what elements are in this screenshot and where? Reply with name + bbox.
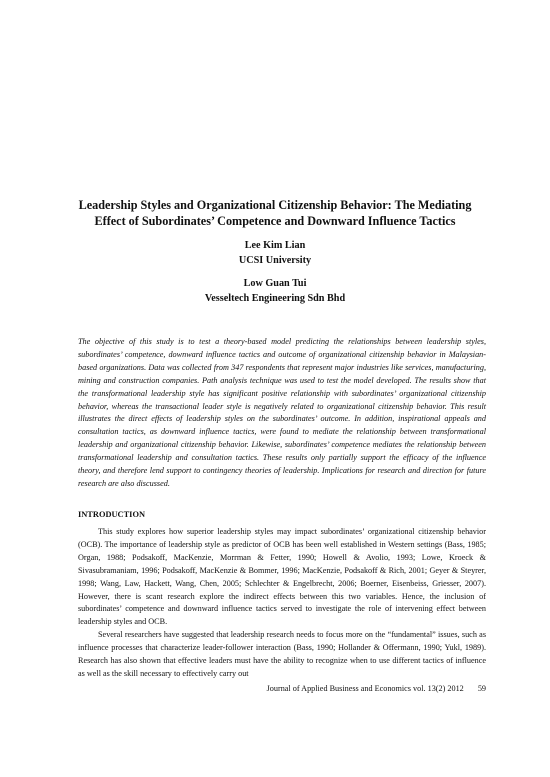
paragraph: This study explores how superior leadership styles may impact subordinates’ organizational citizenship behavior (OCB). The importance of leadership style as predictor of OCB has been well established in Western settings (Bass, 1985; Organ, 1988; Podsakoff, MacKenzie, Morrman & Fetter, 1990; Howell & Avolio, 1993; Lowe, Kroeck & Sivasubramaniam, 1996; Podsakoff, MacKenzie & Bommer, 1996; MacKenzie, Podsakoff & Rich, 2001; Geyer & Steyrer, 1998; Wang, Law, Hackett, Wang, Chen, 2005; Schlechter & Engelbrecht, 2006; Boerner, Eisenbeiss, Griesser, 2007). However, there is scant research explore the indirect effects between this two variables. Hence, the inclusion of subordinates’ competence and downward influence tactics served to investigate the role of intervening effect between leadership styles and OCB. [78, 527, 486, 627]
page-footer [216, 683, 486, 694]
introduction-body [78, 526, 486, 681]
abstract: The objective of this study is to test a theory-based model predicting the relationships between leadership styles, subordinates’ competence, downward influence tactics and outcome of organizational citizenship behavior in Malaysian-based organizations. Data was collected from 347 respondents that represent major industries like services, manufacturing, mining and construction companies. Path analysis technique was used to test the model developed. The results show that the transformational leadership style has significant positive relationship with subordinates’ organizational citizenship behavior, whereas the transactional leader style is negatively related to organizational citizenship behavior. This result illustrates the direct effects of leadership styles on the subordinates’ outcome. In addition, inspirational appeals and consultation tactics, as downward influence tactics, were found to mediate the relationship between transformational leadership and organizational citizenship behavior. Likewise, subordinates’ competence mediates the relationship between transformational leadership and consultation tactics. These results only partially support the efficacy of the influence theory, and therefore lend support to contingency theories of leadership. Implications for research and direction for future research are also discussed. [78, 337, 486, 488]
page-number: 59 [477, 684, 486, 693]
author-affiliation: UCSI University [238, 255, 312, 266]
footer-journal: Journal of Applied Business and Economics vol. 13(2) 2012 [266, 684, 464, 693]
author-name: Lee Kim Lian [244, 240, 306, 251]
author-block-2 [60, 276, 490, 306]
paper-title-line-1: Leadership Styles and Organizational Citizenship Behavior: The Mediating [78, 198, 472, 212]
paper-title-line-2: Effect of Subordinates’ Competence and Downward Influence Tactics [94, 214, 456, 228]
author-name: Low Guan Tui [243, 278, 307, 289]
author-affiliation: Vesseltech Engineering Sdn Bhd [204, 293, 346, 304]
section-heading-introduction: INTRODUCTION [78, 510, 146, 519]
paragraph: Several researchers have suggested that leadership research needs to focus more on the “fundamental” issues, such as influence processes that characterize leader-follower interaction (Bass, 1990; Hollander & Offermann, 1990; Yukl, 1989). Research has also shown that effective leaders must have the ability to recognize when to use different tactics of influence as well as the skill necessary to effectively carry out [78, 630, 486, 678]
author-block-1 [60, 238, 490, 268]
paper-title [60, 197, 490, 229]
